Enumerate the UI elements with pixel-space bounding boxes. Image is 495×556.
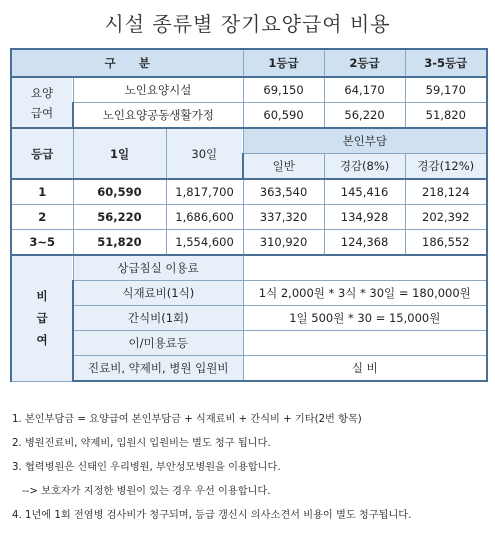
non-benefit-value — [243, 331, 487, 356]
copay-row — [11, 179, 487, 205]
non-benefit-label: 간식비(1회) — [73, 306, 243, 331]
care-g1: 60,590 — [243, 103, 324, 129]
non-benefit-row — [11, 356, 487, 382]
care-row — [11, 77, 487, 103]
header-grade-3-5: 3-5등급 — [405, 49, 487, 77]
copay-reduced8-header: 경감(8%) — [324, 154, 405, 180]
note-3: 3. 협력병원은 신태인 우리병원, 부안성모병원을 이용합니다. — [12, 462, 281, 473]
care-row — [11, 103, 487, 129]
copay-r12: 202,392 — [405, 205, 487, 230]
non-benefit-label: 식재료비(1식) — [73, 281, 243, 306]
copay-general: 363,540 — [243, 179, 324, 205]
care-g2: 56,220 — [324, 103, 405, 129]
non-benefit-label: 진료비, 약제비, 병원 입원비 — [73, 356, 243, 382]
care-g35: 59,170 — [405, 77, 487, 103]
copay-general-header: 일반 — [243, 154, 324, 180]
copay-day1: 60,590 — [73, 179, 166, 205]
copay-row — [11, 230, 487, 256]
copay-r8: 145,416 — [324, 179, 405, 205]
copay-general: 310,920 — [243, 230, 324, 256]
copay-grade: 1 — [11, 179, 73, 205]
copay-header-row — [11, 128, 487, 154]
copay-reduced12-header: 경감(12%) — [405, 154, 487, 180]
copay-day1: 51,820 — [73, 230, 166, 256]
header-grade-1: 1등급 — [243, 49, 324, 77]
non-benefit-value: 실 비 — [243, 356, 487, 382]
note-2: 2. 병원진료비, 약제비, 입원시 입원비는 별도 청구 됩니다. — [12, 438, 271, 449]
care-g35: 51,820 — [405, 103, 487, 129]
copay-grade-header: 등급 — [11, 128, 73, 179]
header-row — [11, 49, 487, 77]
copay-r8: 134,928 — [324, 205, 405, 230]
header-grade-2: 2등급 — [324, 49, 405, 77]
copay-day1: 56,220 — [73, 205, 166, 230]
header-category: 구 분 — [11, 49, 243, 77]
copay-r12: 186,552 — [405, 230, 487, 256]
non-benefit-row — [11, 255, 487, 281]
note-1: 1. 본인부담금 = 요양급여 본인부담금 + 식재료비 + 간식비 + 기타(2번 항목) — [12, 414, 362, 425]
non-benefit-row — [11, 306, 487, 331]
page-title: 시설 종류별 장기요양급여 비용 — [104, 12, 391, 36]
copay-header: 본인부담 — [243, 128, 487, 154]
note-4: 4. 1년에 1회 전염병 검사비가 청구되며, 등급 갱신시 의사소견서 비용이 별도 청구됩니다. — [12, 510, 412, 521]
copay-general: 337,320 — [243, 205, 324, 230]
care-label: 노인요양시설 — [73, 77, 243, 103]
copay-r8: 124,368 — [324, 230, 405, 256]
non-benefit-group-label: 비 급 여 — [11, 255, 73, 381]
care-group-label: 요양 급여 — [11, 77, 73, 128]
copay-30day-header: 30일 — [166, 128, 243, 179]
copay-r12: 218,124 — [405, 179, 487, 205]
non-benefit-row — [11, 331, 487, 356]
non-benefit-label: 이/미용료등 — [73, 331, 243, 356]
non-benefit-label: 상급침실 이용료 — [73, 255, 243, 281]
copay-day30: 1,686,600 — [166, 205, 243, 230]
non-benefit-value — [243, 255, 487, 281]
notes — [12, 408, 487, 528]
non-benefit-row — [11, 281, 487, 306]
non-benefit-value: 1일 500원 * 30 = 15,000원 — [243, 306, 487, 331]
cost-table — [10, 48, 488, 382]
copay-day30: 1,817,700 — [166, 179, 243, 205]
note-3-sub: --> 보호자가 지정한 병원이 있는 경우 우선 이용합니다. — [22, 486, 271, 497]
care-g1: 69,150 — [243, 77, 324, 103]
copay-grade: 3~5 — [11, 230, 73, 256]
care-label: 노인요양공동생활가정 — [73, 103, 243, 129]
non-benefit-value: 1식 2,000원 * 3식 * 30일 = 180,000원 — [243, 281, 487, 306]
copay-day30: 1,554,600 — [166, 230, 243, 256]
copay-grade: 2 — [11, 205, 73, 230]
copay-row — [11, 205, 487, 230]
care-g2: 64,170 — [324, 77, 405, 103]
copay-1day-header: 1일 — [73, 128, 166, 179]
